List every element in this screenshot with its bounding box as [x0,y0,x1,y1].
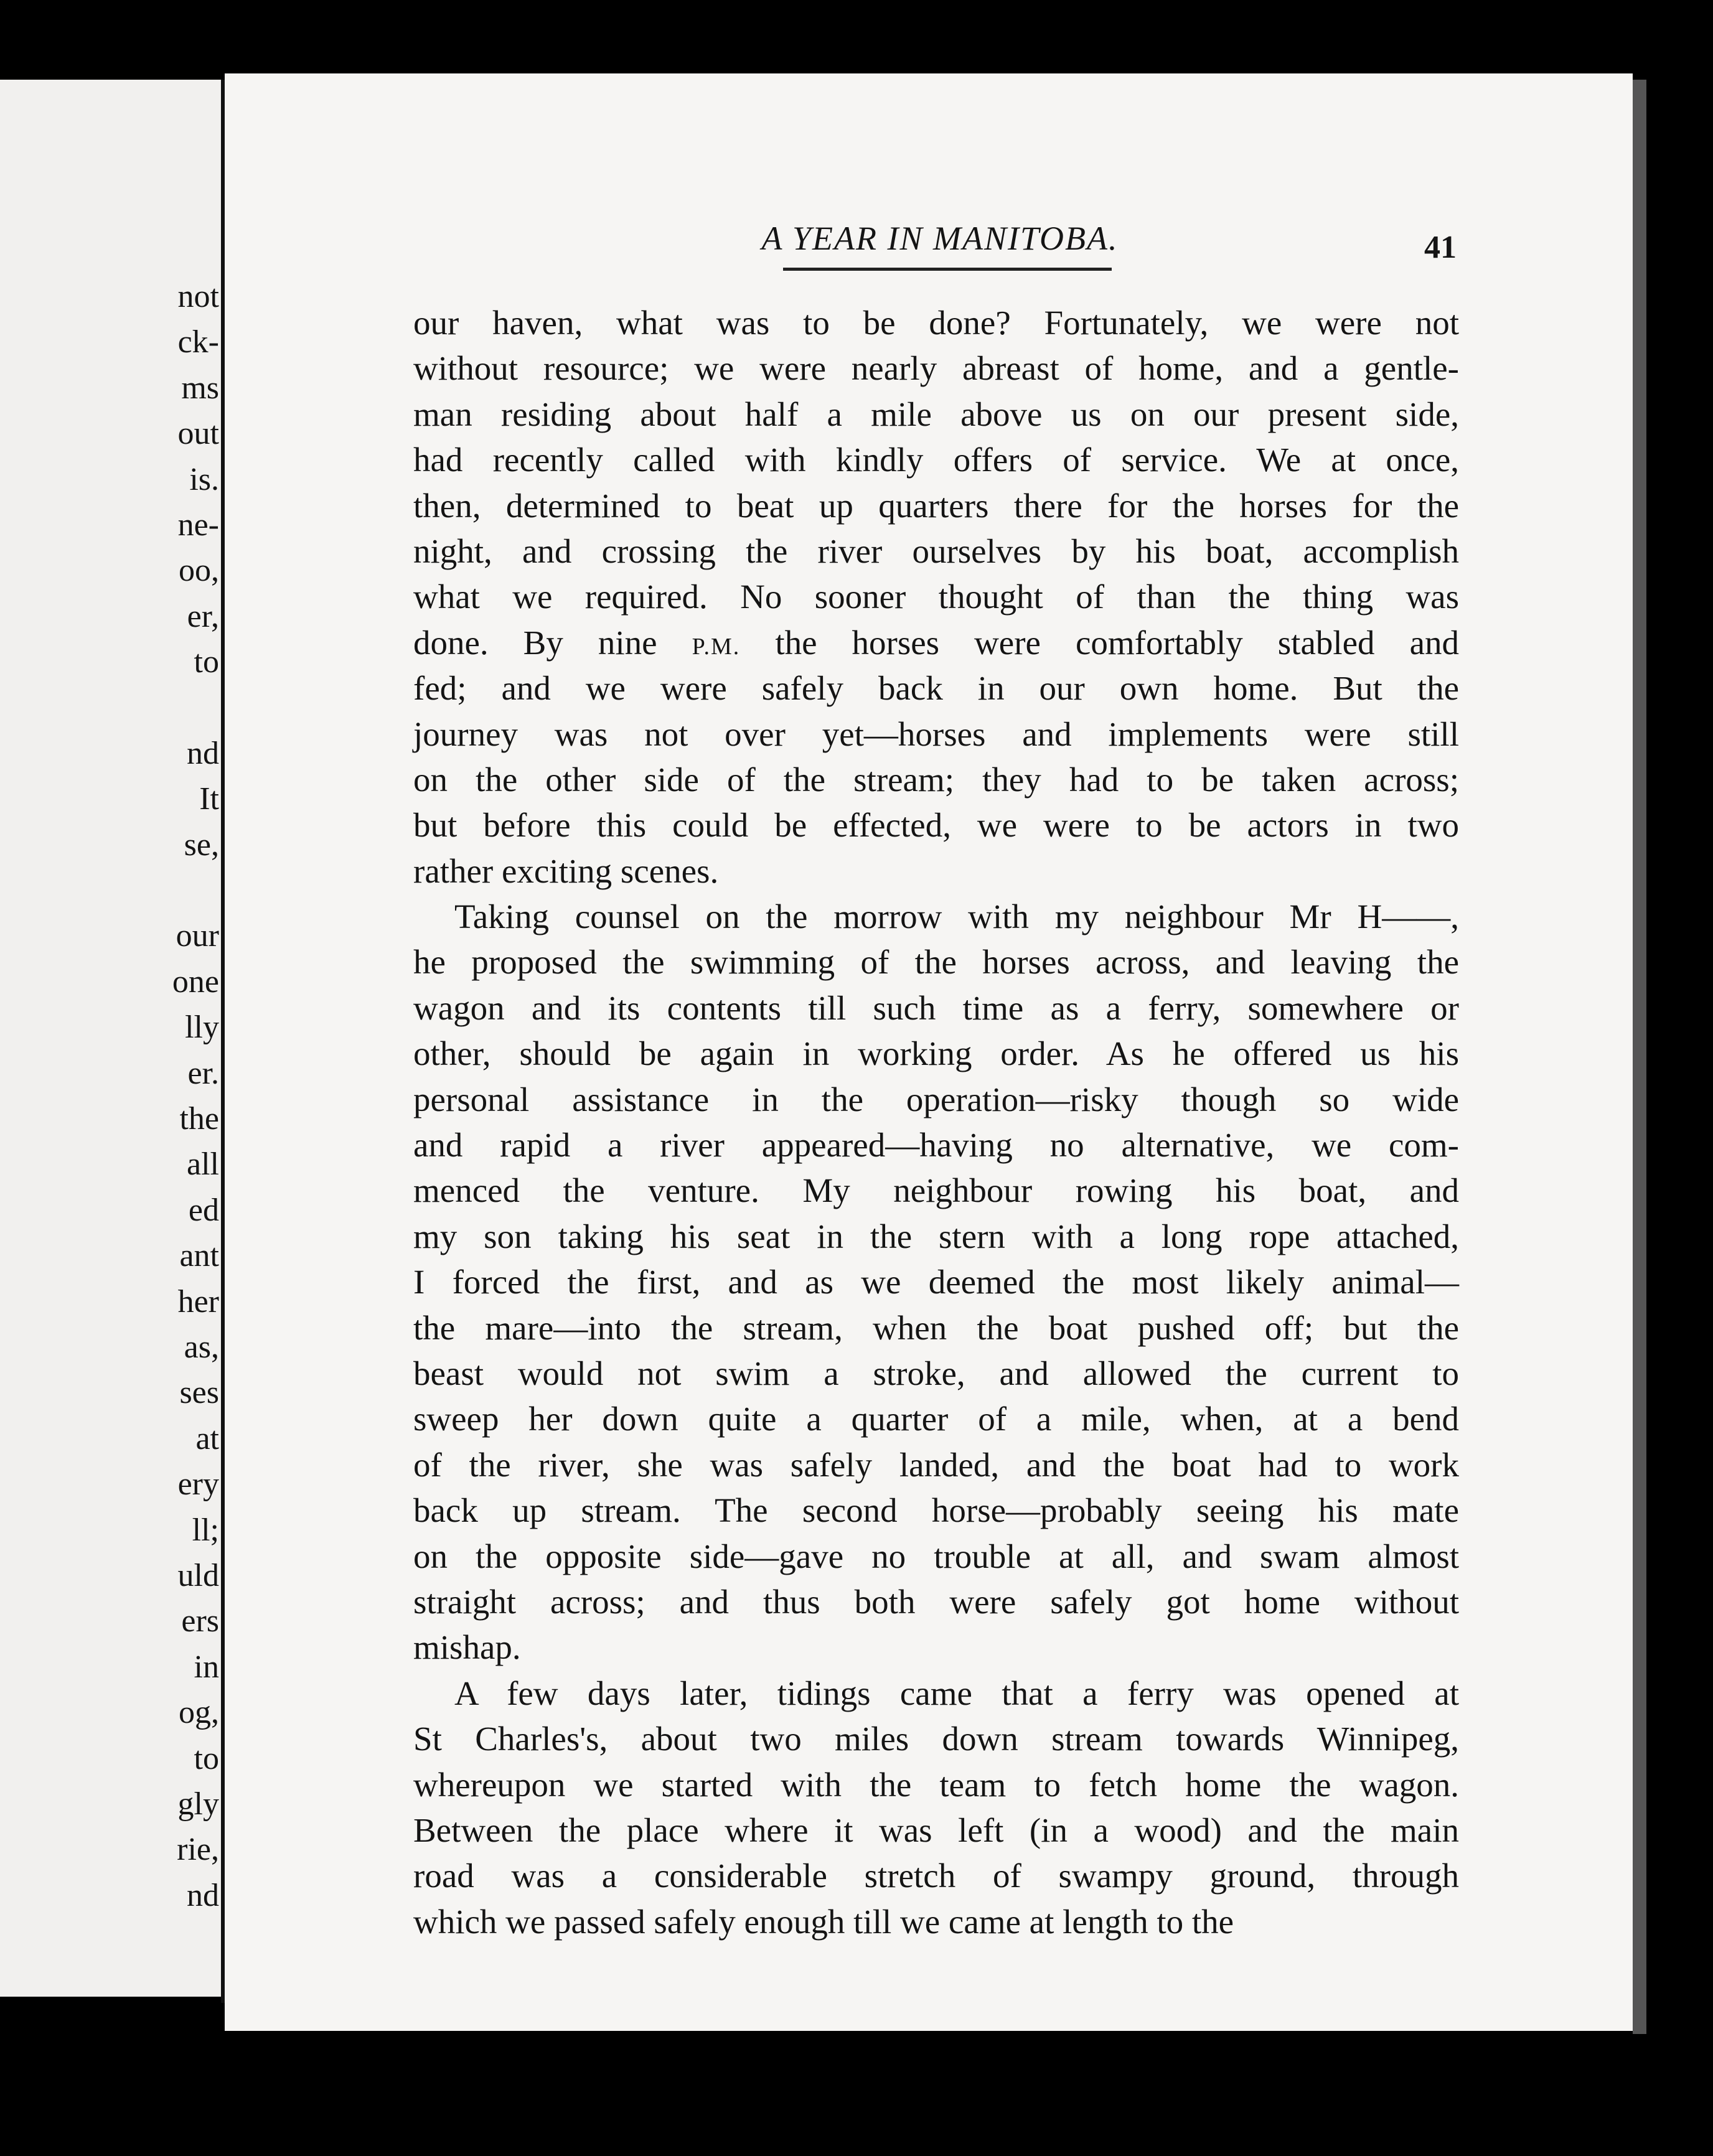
text-line: rather exciting scenes. [413,851,719,890]
left-fragment: as, [184,1329,219,1365]
text-line: without resource; we were nearly abreast of home, and a gentle- [413,349,1459,388]
text-line: I forced the first, and as we deemed the most likely animal— [413,1263,1459,1301]
text-line: night, and crossing the river ourselves by his boat, accomplish [413,532,1459,570]
left-fragment: ses [179,1375,219,1411]
left-fragment: not [177,279,219,314]
text-line: on the other side of the stream; they had to be taken across; [413,760,1459,799]
left-fragment: er, [187,598,219,634]
text-line: whereupon we started with the team to fetch home the wagon. [413,1765,1459,1804]
left-fragment: se, [184,827,219,863]
text-line: our haven, what was to be done? Fortunately, we were not [413,304,1459,342]
left-fragment [0,868,219,913]
text-line: he proposed the swimming of the horses across, and leaving the [413,943,1459,982]
left-fragment: oo, [179,553,219,589]
paragraph [413,1671,1459,1944]
page-number: 41 [1424,230,1457,265]
left-fragment: in [194,1649,219,1685]
left-fragment [0,685,219,731]
running-head-rule [783,268,1112,271]
left-fragment: ery [177,1466,219,1502]
left-fragment: out [177,416,219,452]
left-fragment: nd [187,735,219,771]
left-fragment: all [187,1146,219,1183]
text-line: back up stream. The second horse—probably seeing his mate [413,1491,1459,1530]
left-fragment: is. [189,461,219,497]
left-fragment: ant [179,1238,219,1274]
running-head: A YEAR IN MANITOBA. [761,220,1119,257]
text-line: beast would not swim a stroke, and allowed the current to [413,1354,1459,1392]
text-line: personal assistance in the operation—risky though so wide [413,1080,1459,1118]
text-line: on the opposite side—gave no trouble at all, and swam almost [413,1537,1459,1575]
left-fragment: our [176,918,219,954]
text-line: wagon and its contents till such time as a ferry, somewhere or [413,988,1459,1027]
text-line: other, should be again in working order. As he offered us his [413,1034,1459,1073]
text-line: Taking counsel on the morrow with my neighbour Mr H——, [454,898,1459,936]
left-fragment: uld [177,1557,219,1593]
text-line: my son taking his seat in the stern with a long rope attached, [413,1217,1459,1255]
left-fragment: ers [181,1603,219,1639]
text-line: the mare—into the stream, when the boat pushed off; but the [413,1308,1459,1347]
text-line: but before this could be effected, we were to be actors in two [413,806,1459,845]
body-text [413,300,1459,1944]
text-line: and rapid a river appeared—having no alternative, we com- [413,1126,1459,1165]
left-fragment: nd [187,1877,219,1913]
small-caps-text: P.M. [692,633,741,660]
left-fragment: to [194,644,219,680]
text-line: mishap. [413,1628,521,1667]
left-fragment: gly [177,1786,219,1822]
left-fragment: the [179,1101,219,1137]
left-fragment: one [172,963,219,1000]
left-fragment: to [194,1740,219,1776]
left-fragment: og, [179,1695,219,1731]
left-fragment: ne- [177,507,219,543]
text-line: fed; and we were safely back in our own home. But the [413,669,1459,708]
text-line: of the river, she was safely landed, and the boat had to work [413,1445,1459,1484]
left-fragment: at [195,1420,219,1456]
left-fragment: rie, [177,1832,219,1868]
text-line: what we required. No sooner thought of than the thing was [413,578,1459,616]
text-line: sweep her down quite a quarter of a mile, when, at a bend [413,1400,1459,1438]
left-fragment: It [199,781,219,817]
paragraph [413,300,1459,894]
text-line: straight across; and thus both were safely got home without [413,1582,1459,1621]
text-line: road was a considerable stretch of swampy ground, through [413,1857,1459,1895]
paragraph [413,894,1459,1671]
text-line: A few days later, tidings came that a ferry was opened at [454,1674,1459,1712]
text-line: man residing about half a mile above us on our present side, [413,395,1459,433]
text-line: which we passed safely enough till we came at length to the [413,1902,1234,1941]
text-line: had recently called with kindly offers of service. We at once, [413,441,1459,479]
text-line: St Charles's, about two miles down stream towards Winnipeg, [413,1720,1459,1758]
text-line: done. By nine P.M. the horses were comfortably stabled and [413,623,1459,662]
left-fragment: er. [187,1055,219,1091]
left-fragment: her [177,1283,219,1319]
left-fragment: ll; [192,1512,219,1548]
text-line: menced the venture. My neighbour rowing his boat, and [413,1171,1459,1210]
left-fragment: ms [181,370,219,406]
left-fragment: ck- [177,324,219,360]
left-fragment: ed [188,1192,219,1228]
text-line: journey was not over yet—horses and implements were still [413,715,1459,753]
text-line: then, determined to beat up quarters there for the horses for the [413,486,1459,525]
left-page-text-fragments [0,274,219,1918]
text-line: Between the place where it was left (in a wood) and the main [413,1811,1459,1849]
page-edge-shadow [1633,80,1646,2034]
left-fragment: lly [185,1010,219,1046]
